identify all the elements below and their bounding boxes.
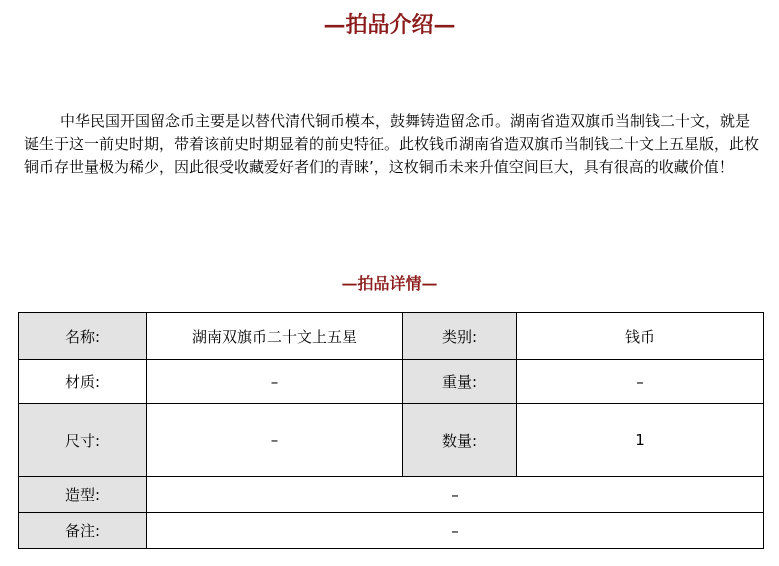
table-row	[19, 513, 764, 549]
table-row	[19, 477, 764, 513]
remark-label: 备注:	[19, 513, 147, 549]
material-value: –	[147, 360, 403, 404]
quantity-label: 数量:	[403, 404, 517, 477]
table-row	[19, 404, 764, 477]
name-label: 名称:	[19, 313, 147, 360]
remark-value: –	[147, 513, 764, 549]
details-section-title: —拍品详情—	[341, 274, 438, 293]
weight-label: 重量:	[403, 360, 517, 404]
category-label: 类别:	[403, 313, 517, 360]
intro-paragraph: 中华民国开国留念币主要是以替代清代铜币模本，鼓舞铸造留念币。湖南省造双旗币当制钱二十文，就是诞生于这一前史时期，带着该前史时期显着的前史特征。此枚钱币湖南省造双旗币当制钱二十文上五星版，此枚铜币存世量极为稀少，因此很受收藏爱好者们的青睐’，这枚铜币未来升值空间巨大，具有很高的收藏价值！	[24, 112, 760, 176]
intro-section-title: —拍品介绍—	[323, 12, 456, 38]
shape-label: 造型:	[19, 477, 147, 513]
table-row	[19, 360, 764, 404]
name-value: 湖南双旗币二十文上五星	[147, 313, 403, 360]
weight-value: –	[517, 360, 764, 404]
table-row	[19, 313, 764, 360]
category-value: 钱币	[517, 313, 764, 360]
quantity-value: 1	[517, 404, 764, 477]
material-label: 材质:	[19, 360, 147, 404]
size-label: 尺寸:	[19, 404, 147, 477]
shape-value: –	[147, 477, 764, 513]
size-value: –	[147, 404, 403, 477]
details-table	[18, 312, 764, 549]
